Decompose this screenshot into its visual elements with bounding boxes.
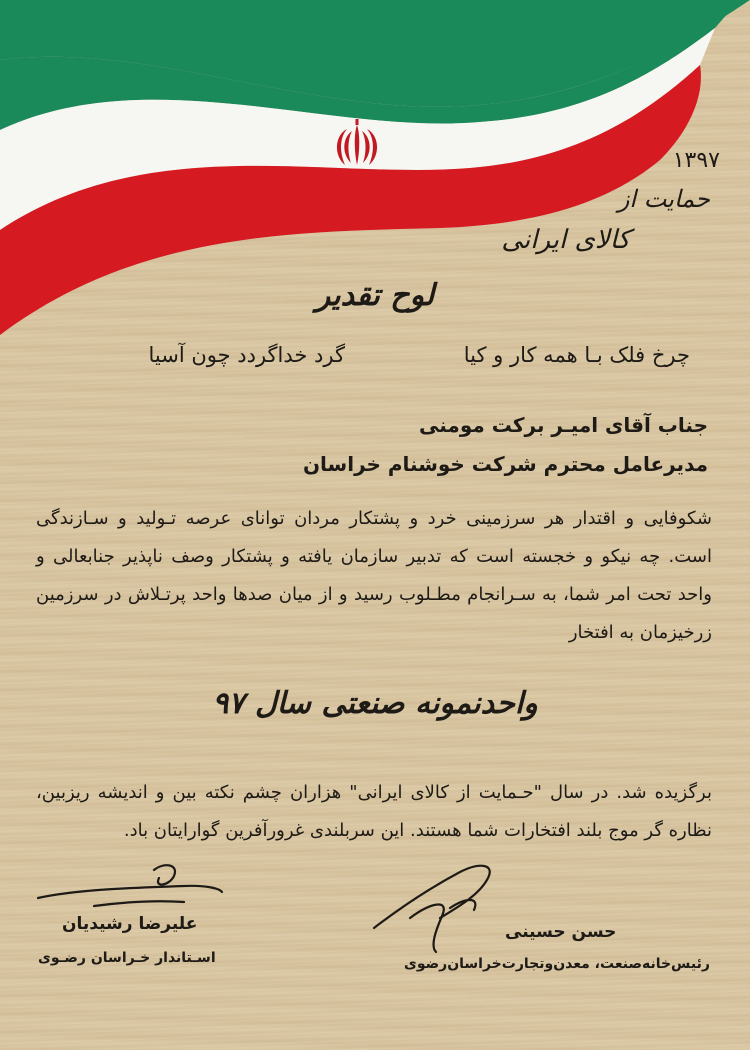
award-title: واحدنمونه صنعتی سال ۹۷: [212, 686, 538, 721]
signature-2-icon: [370, 858, 510, 958]
certificate-body-part1: شکوفایی و اقتدار هر سرزمینی خرد و پشتکار مردان توانای عرصه تـولید و سـازندگی است. چه نیکو و خجسته است که تدبیر سازمان یافته و پشتکار وصف ناپذیر جنابعالی و واحد تحت امر شما، به سـرانجام مطـلوب رسید و از میان صدها واحد پرتـلاش در سرزمین زرخیزمان به افتخار: [36, 508, 712, 643]
signatory-2-name: حسن حسینی: [505, 922, 617, 942]
certificate-title: لوح تقدیر: [315, 278, 435, 313]
signatory-1-title: اسـتاندار خـراسان رضـوی: [38, 950, 216, 966]
signature-1-icon: [34, 858, 224, 920]
verse-second-hemistich: گرد خداگردد چون آسیا: [148, 343, 345, 367]
campaign-line-2: کالای ایرانی: [501, 225, 630, 255]
signatory-2-title: رئیس‌خانه‌صنعت، معدن‌وتجارت‌خراسان‌رضوی: [404, 956, 710, 972]
year-label: ۱۳۹۷: [672, 148, 720, 173]
certificate-body-part2: برگزیده شد. در سال "حـمایت از کالای ایرانی" هزاران چشم نکته بین و اندیشه ریزبین، نظاره گر موج بلند افتخارات شما هستند. این سربلندی غرورآفرین گوارایتان باد.: [36, 782, 712, 841]
campaign-line-1: حمایت از: [617, 185, 710, 213]
recipient-name: جناب آقای امیـر برکت مومنی: [419, 413, 708, 437]
verse-first-hemistich: چرخ فلک بـا همه کار و کیا: [463, 343, 690, 367]
signatory-1-name: علیرضا رشیدیان: [62, 914, 198, 934]
recipient-position: مدیرعامل محترم شرکت خوشنام خراسان: [302, 452, 708, 476]
